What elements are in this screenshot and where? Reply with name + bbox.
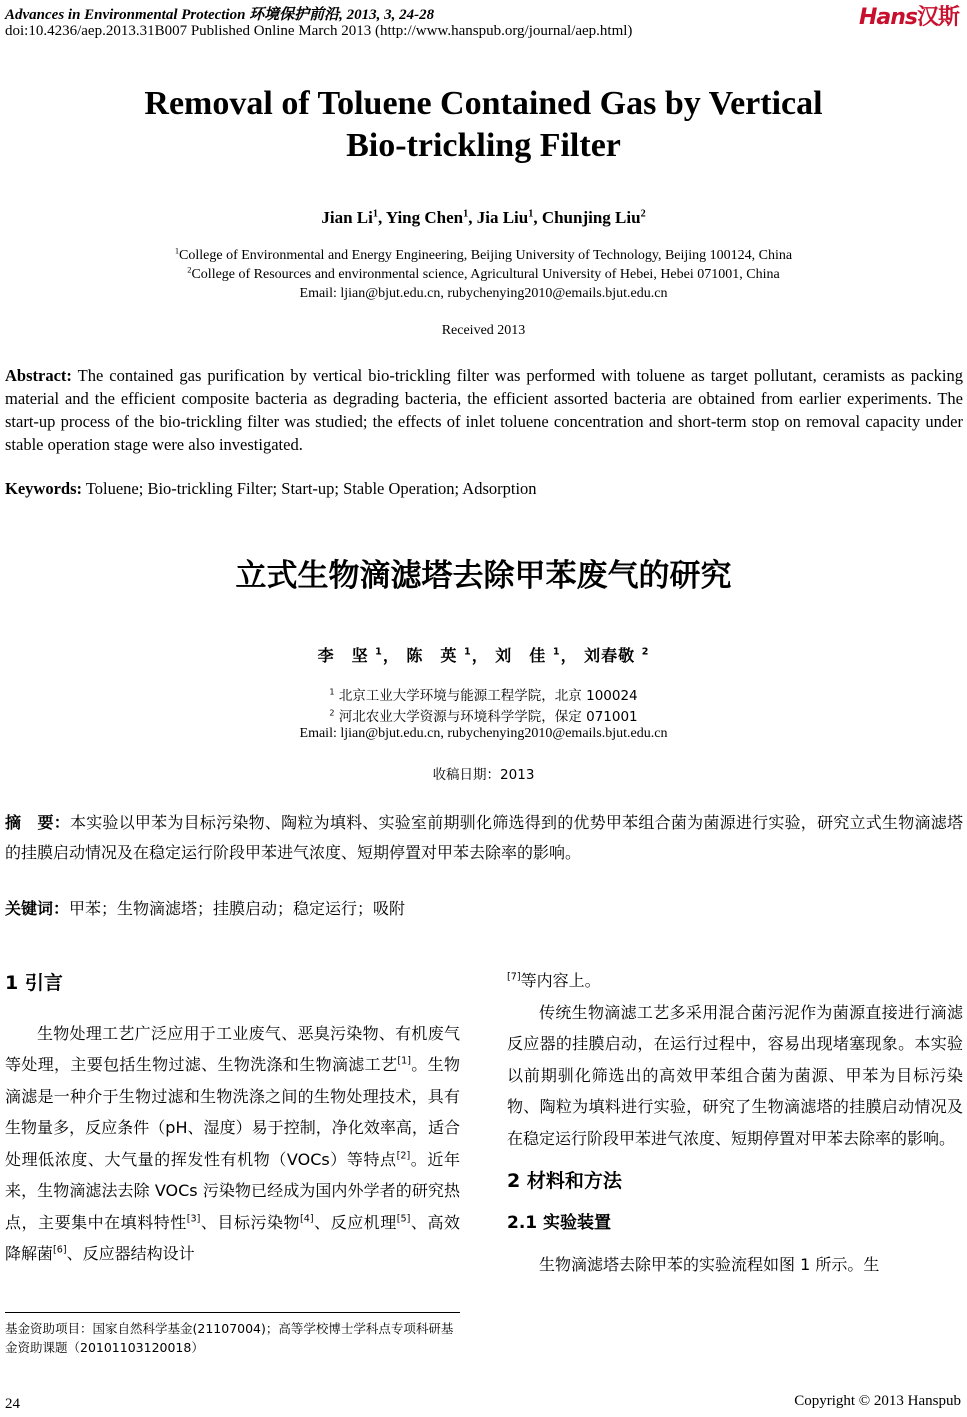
email-en: Email: ljian@bjut.edu.cn, rubychenying2010@emails.bjut.edu.cn <box>299 286 668 301</box>
paper-title-en <box>0 83 967 167</box>
right-column <box>507 965 963 1281</box>
keywords-en: Keywords: Toluene; Bio-trickling Filter; Start-up; Stable Operation; Adsorption <box>5 479 537 498</box>
section-heading-intro: 1 引言 <box>5 972 63 994</box>
intro-paragraph-1-continued: [7]等内容上。 <box>507 971 601 990</box>
journal-name: Advances in Environmental Protection 环境保护前沿, 2013, 3, 24-28 <box>5 7 435 23</box>
author: Jian Li <box>321 208 373 227</box>
hanspub-logo: Hans汉斯 <box>858 5 959 30</box>
email-cn: Email: ljian@bjut.edu.cn, rubychenying2010@emails.bjut.edu.cn <box>299 726 668 741</box>
keywords-cn: 关键词：甲苯；生物滴滤塔；挂膜启动；稳定运行；吸附 <box>5 899 406 918</box>
intro-paragraph-2: 传统生物滴滤工艺多采用混合菌污泥作为菌源直接进行滴滤反应器的挂膜启动，在运行过程中，容易出现堵塞现象。本实验以前期驯化筛选出的高效甲苯组合菌为菌源、甲苯为目标污染物、陶粒为填料进行实验，研究了生物滴滤塔的挂膜启动情况及在稳定运行阶段甲苯进气浓度、短期停置对甲苯去除率的影响。 <box>507 1002 963 1148</box>
affiliation-1-cn: $^1$ 北京工业大学环境与能源工程学院，北京 100024 <box>329 686 638 704</box>
received-en: Received 2013 <box>441 323 526 338</box>
methods-paragraph-1: 生物滴滤塔去除甲苯的实验流程如图 1 所示。生 <box>539 1255 880 1274</box>
footnote-divider <box>5 1312 460 1313</box>
affiliation-2-cn: $^2$ 河北农业大学资源与环境科学学院，保定 071001 <box>329 707 638 725</box>
funding-footnote: 基金资助项目：国家自然科学基金(21107004)；高等学校博士学科点专项科研基金资助课题（20101103120018） <box>5 1321 454 1355</box>
subsection-heading-apparatus: 2.1 实验装置 <box>507 1212 612 1233</box>
intro-paragraph-1: 生物处理工艺广泛应用于工业废气、恶臭污染物、有机废气等处理，主要包括生物过滤、生物洗涤和生物滴滤工艺[1]。生物滴滤是一种介于生物过滤和生物洗涤之间的生物处理技术，具有生物量多，反应条件（pH、湿度）易于控制，净化效率高，适合处理低浓度、大气量的挥发性有机物（VOCs）等特点[2]。近年来，生物滴滤法去除 VOCs 污染物已经成为国内外学者的研究热点，主要集中在填料特性[3]、目标污染物[4]、反应机理[5]、高效降解菌[6]、反应器结构设计 <box>5 1023 460 1263</box>
abstract-cn: 摘 要：本实验以甲苯为目标污染物、陶粒为填料、实验室前期驯化筛选得到的优势甲苯组合菌为菌源进行实验，研究立式生物滴滤塔的挂膜启动情况及在稳定运行阶段甲苯进气浓度、短期停置对甲苯去除率的影响。 <box>5 813 963 862</box>
author: Ying Chen <box>385 208 464 227</box>
authors-en: Jian Li$^1$, Ying Chen$^1$, Jia Liu$^1$, Chunjing Liu$^2$ <box>321 208 646 227</box>
paper-title-cn: 立式生物滴滤塔去除甲苯废气的研究 <box>235 558 732 594</box>
doi-line: doi:10.4236/aep.2013.31B007 Published Online March 2013 (http://www.hanspub.org/journal/aep.html) <box>5 23 633 39</box>
authors-cn: 李 坚 $^1$， 陈 英 $^1$， 刘 佳 $^1$， 刘春敬 $^2$ <box>317 646 650 665</box>
author: Chunjing Liu <box>541 208 641 227</box>
section-heading-methods: 2 材料和方法 <box>507 1170 622 1192</box>
copyright: Copyright © 2013 Hanspub <box>794 1393 961 1409</box>
page-number: 24 <box>5 1396 20 1412</box>
affiliation-1-en: $^1$College of Environmental and Energy Engineering, Beijing University of Technology, Beijing 100124, China <box>174 246 793 263</box>
left-column <box>5 968 460 1270</box>
received-cn: 收稿日期：2013 <box>432 767 535 783</box>
affiliation-2-en: $^2$College of Resources and environmental science, Agricultural University of Hebei, Hebei 071001, China <box>187 265 780 282</box>
abstract-en: Abstract: The contained gas purification by vertical bio-trickling filter was performed with toluene as target pollutant, ceramists as packing material and the efficient composite bacteria as degrading bacteria, the efficient assorted bacteria are obtained from earlier experiments. The start-up process of the bio-trickling filter was studied; the effects of inlet toluene concentration and short-term stop on removal capacity under stable operation stage were also investigated. <box>5 366 964 454</box>
title-line-2: Bio-trickling Filter <box>346 127 621 164</box>
title-line-1: Removal of Toluene Contained Gas by Vertical <box>144 85 823 122</box>
author: Jia Liu <box>476 208 529 227</box>
